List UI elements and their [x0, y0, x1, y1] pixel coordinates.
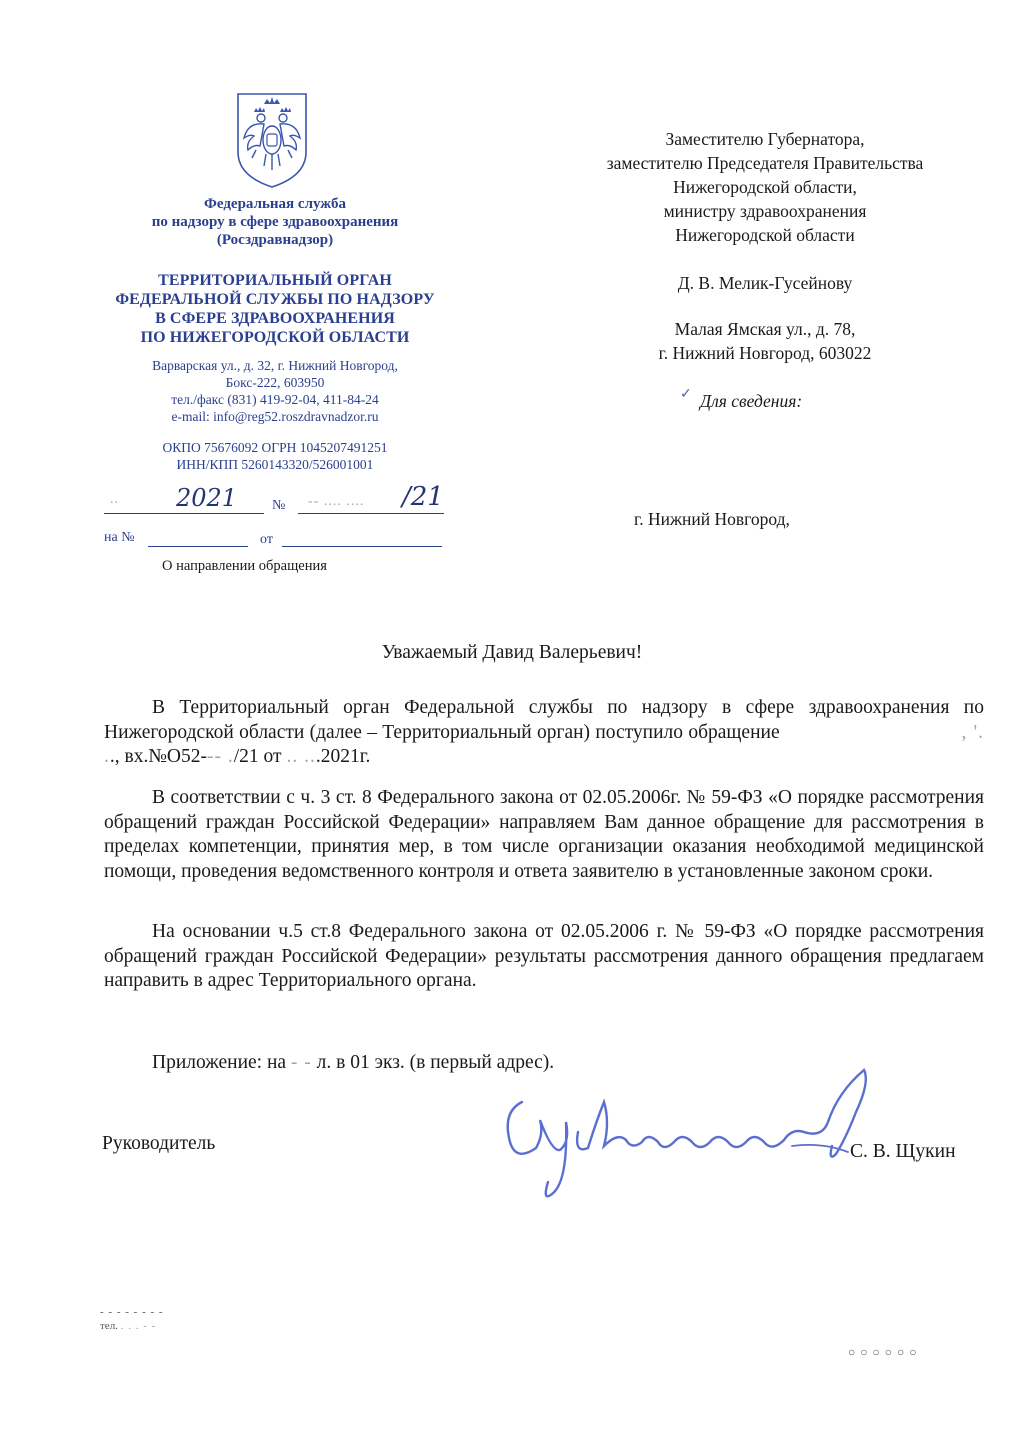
- recipient-address-line-2: г. Нижний Новгород, 603022: [658, 343, 872, 363]
- paragraph-2: В соответствии с ч. 3 ст. 8 Федерального закона от 02.05.2006г. № 59-ФЗ «О порядке рассмотрения обращений граждан Российской Федерации» направляем Вам данное обращение для рассмотрения в пределах компетенции, принятия мер, в том числе организации оказания необходимой медицинской помощи, проведения ведомственного контроля и ответа заявителю в установленные законом сроки.: [104, 787, 984, 882]
- redacted-incoming-number: -- .: [207, 746, 234, 767]
- letter-subject: О направлении обращения: [162, 558, 327, 574]
- reference-number-line: [148, 546, 248, 547]
- paragraph-3: На основании ч.5 ст.8 Федерального закона от 02.05.2006 г. № 59-ФЗ «О порядке рассмотрения обращений граждан Российской Федерации» результаты рассмотрения данного обращения предлагаем направить в адрес Территориального органа.: [104, 921, 984, 991]
- registration-date-handwritten: 2021: [176, 484, 238, 512]
- agency-name-line-1: Федеральная служба: [204, 196, 346, 212]
- phone-fax-line: тел./факс (831) 419-92-04, 411-84-24: [171, 392, 379, 407]
- for-info-label: Для сведения:: [700, 391, 803, 411]
- recipient-line-3: Нижегородской области,: [673, 177, 857, 197]
- greeting: Уважаемый Давид Валерьевич!: [381, 642, 643, 663]
- redacted-phone-number: . . . - -: [120, 1320, 157, 1332]
- recipient-line-2: заместителю Председателя Правительства: [606, 153, 924, 173]
- registration-number-field: [298, 482, 444, 514]
- signatory-title: Руководитель: [102, 1133, 216, 1154]
- recipient-name: Д. В. Мелик-Гусейнову: [677, 273, 853, 293]
- agency-name-line-2: по надзору в сфере здравоохранения: [151, 214, 399, 230]
- check-mark-icon: ✓: [680, 387, 692, 402]
- recipient-line-1: Заместителю Губернатора,: [665, 129, 865, 149]
- registration-date-field: [104, 484, 264, 514]
- agency-name-line-3: (Росздравнадзор): [216, 232, 334, 248]
- redacted-incoming-date: .. ..: [286, 746, 316, 767]
- organ-name-line-4: ПО НИЖЕГОРОДСКОЙ ОБЛАСТИ: [140, 329, 410, 346]
- address-line-1: Варварская ул., д. 32, г. Нижний Новгород,: [152, 358, 398, 373]
- redacted-date-mark: ..: [110, 492, 119, 507]
- reference-from-label: от: [260, 532, 273, 547]
- paragraph-1-year-suffix: /21 от: [233, 746, 282, 767]
- reference-date-line: [282, 546, 442, 547]
- reference-number-label: на №: [104, 530, 135, 545]
- paragraph-1-incoming-number: ., вх.№О52-: [109, 746, 208, 767]
- barcode-number-mark: ○ ○ ○ ○ ○ ○: [848, 1345, 918, 1359]
- address-line-2: Бокс-222, 603950: [225, 375, 325, 390]
- paragraph-1: [104, 696, 984, 770]
- organ-name-line-1: ТЕРРИТОРИАЛЬНЫЙ ОРГАН: [158, 272, 392, 289]
- paragraph-1-text: В Территориальный орган Федеральной службы по надзору в сфере здравоохранения по Нижегородской области (далее – Территориальный орган) поступило обращение: [104, 697, 984, 743]
- redacted-page-count: - -: [290, 1052, 312, 1073]
- organ-name-line-3: В СФЕРЕ ЗДРАВООХРАНЕНИЯ: [155, 310, 395, 327]
- attachment-copies: л. в 01 экз. (в первый адрес).: [316, 1052, 555, 1073]
- attachment-label: Приложение: на: [152, 1052, 287, 1073]
- email-line: e-mail: info@reg52.roszdravnadzor.ru: [171, 409, 379, 424]
- handwritten-signature-icon: [492, 1062, 892, 1212]
- organ-name-line-2: ФЕДЕРАЛЬНОЙ СЛУЖБЫ ПО НАДЗОРУ: [115, 291, 435, 308]
- recipient-line-4: министру здравоохранения: [663, 201, 867, 221]
- inn-kpp-line: ИНН/КПП 5260143320/526001001: [176, 457, 374, 472]
- paragraph-1-date: .2021г.: [315, 746, 371, 767]
- redacted-executor-name: - - - - - - - -: [100, 1306, 164, 1318]
- redacted-applicant: , '. .: [104, 721, 985, 767]
- footer-phone-label: тел.: [100, 1320, 118, 1332]
- signatory-name: С. В. Щукин: [850, 1141, 956, 1162]
- double-headed-eagle-emblem-icon: [234, 90, 310, 190]
- redacted-number-mark: -- .... ....: [308, 494, 365, 509]
- okpo-ogrn-line: ОКПО 75676092 ОГРН 1045207491251: [162, 440, 388, 455]
- registration-number-handwritten: /21: [402, 482, 444, 512]
- recipient-line-5: Нижегородской области: [675, 225, 855, 245]
- recipient-address-line-1: Малая Ямская ул., д. 78,: [674, 319, 856, 339]
- footer-phone: [100, 1320, 156, 1332]
- registration-number-label: №: [272, 498, 286, 513]
- second-recipient-city: г. Нижний Новгород,: [634, 509, 790, 529]
